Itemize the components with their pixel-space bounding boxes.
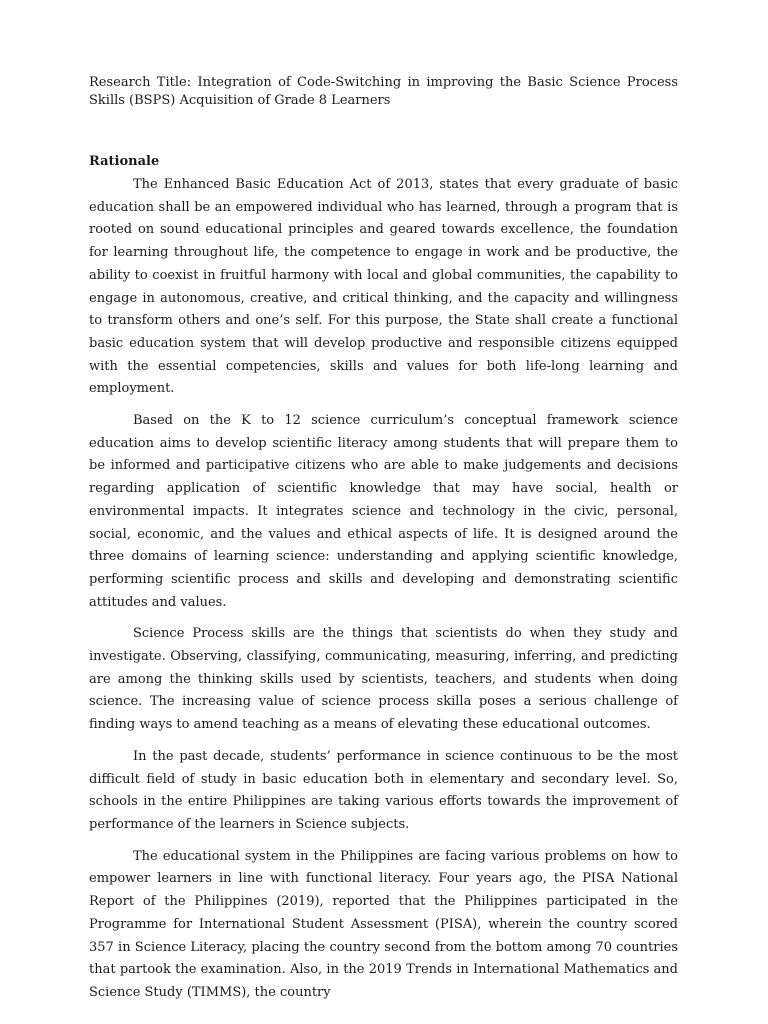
paragraph-5: The educational system in the Philippines are facing various problems on how to empower learners in line with functional literacy. Four years ago, the PISA National Report of the Philippines (2019), reported that the Philippines participated in the Programme for International Student Assessment (PISA), wherein the country scored 357 in Science Literacy, placing the country second from the bottom among 70 countries that partook the examination. Also, in the 2019 Trends in International Mathematics and Science Study (TIMMS), the country: [89, 848, 678, 1000]
paragraph-2: Based on the K to 12 science curriculum’s conceptual framework science education aims to develop scientific literacy among students that will prepare them to be informed and participative citizens who are able to make judgements and decisions regarding application of scientific knowledge that may have social, health or environmental impacts. It integrates science and technology in the civic, personal, social, economic, and the values and ethical aspects of life. It is designed around the three domains of learning science: understanding and applying scientific knowledge, performing scientific process and skills and developing and demonstrating scientific attitudes and values.: [89, 413, 678, 610]
paragraph-4: In the past decade, students’ performance in science continuous to be the most difficult field of study in basic education both in elementary and secondary level. So, schools in the entire Philippines are taking various efforts towards the improvement of performance of the learners in Science subjects.: [89, 748, 678, 832]
paragraph-1: The Enhanced Basic Education Act of 2013, states that every graduate of basic education shall be an empowered individual who has learned, through a program that is rooted on sound educational principles and geared towards excellence, the foundation for learning throughout life, the competence to engage in work and be productive, the ability to coexist in fruitful harmony with local and global communities, the capability to engage in autonomous, creative, and critical thinking, and the capacity and willingness to transform others and one’s self. For this purpose, the State shall create a functional basic education system that will develop productive and responsible citizens equipped with the essential competencies, skills and values for both life-long learning and employment.: [89, 177, 678, 397]
research-title: Research Title: Integration of Code-Switching in improving the Basic Science Process Skills (BSPS) Acquisition of Grade 8 Learners: [89, 75, 678, 108]
document-page: [89, 74, 678, 1014]
section-heading-rationale: Rationale: [89, 154, 160, 169]
paragraph-3: Science Process skills are the things that scientists do when they study and investigate. Observing, classifying, communicating, measuring, inferring, and predicting are among the thinking skills used by scientists, teachers, and students when doing science. The increasing value of science process skilla poses a serious challenge of finding ways to amend teaching as a means of elevating these educational outcomes.: [89, 626, 678, 733]
